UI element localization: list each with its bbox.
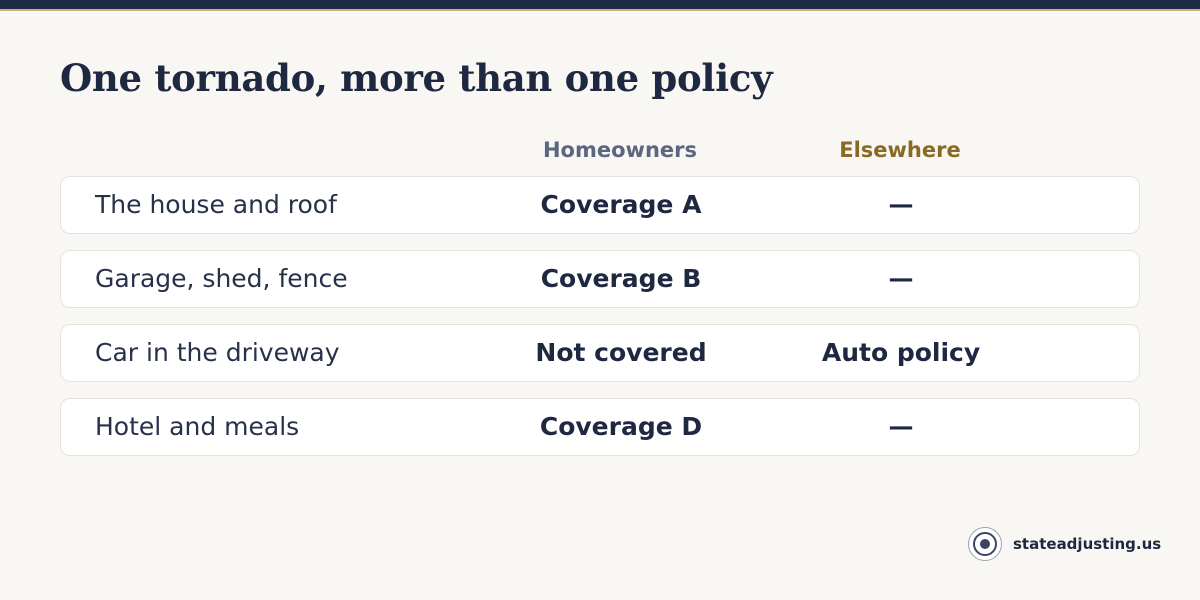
top-accent-bar [0,0,1200,11]
row-homeowners-value: Not covered [535,338,707,367]
seal-icon [968,527,1002,561]
row-homeowners-value: Coverage A [540,190,702,219]
column-header-elsewhere: Elsewhere [839,138,961,162]
page-title: One tornado, more than one policy [60,56,773,100]
row-homeowners-value: Coverage D [539,412,703,441]
row-item-label: The house and roof [95,190,337,219]
row-elsewhere-value: — [888,190,914,219]
table-row [60,398,1140,456]
row-item-label: Garage, shed, fence [95,264,348,293]
column-header-homeowners: Homeowners [542,138,697,162]
row-elsewhere-value: Auto policy [821,338,981,367]
coverage-table [60,176,1140,472]
row-elsewhere-value: — [888,264,914,293]
site-domain: stateadjusting.us [1013,535,1162,553]
footer-brand [968,526,1161,562]
row-item-label: Hotel and meals [95,412,300,441]
table-row [60,324,1140,382]
table-row [60,250,1140,308]
table-row [60,176,1140,234]
row-homeowners-value: Coverage B [540,264,702,293]
row-elsewhere-value: — [888,412,914,441]
row-item-label: Car in the driveway [95,338,340,367]
